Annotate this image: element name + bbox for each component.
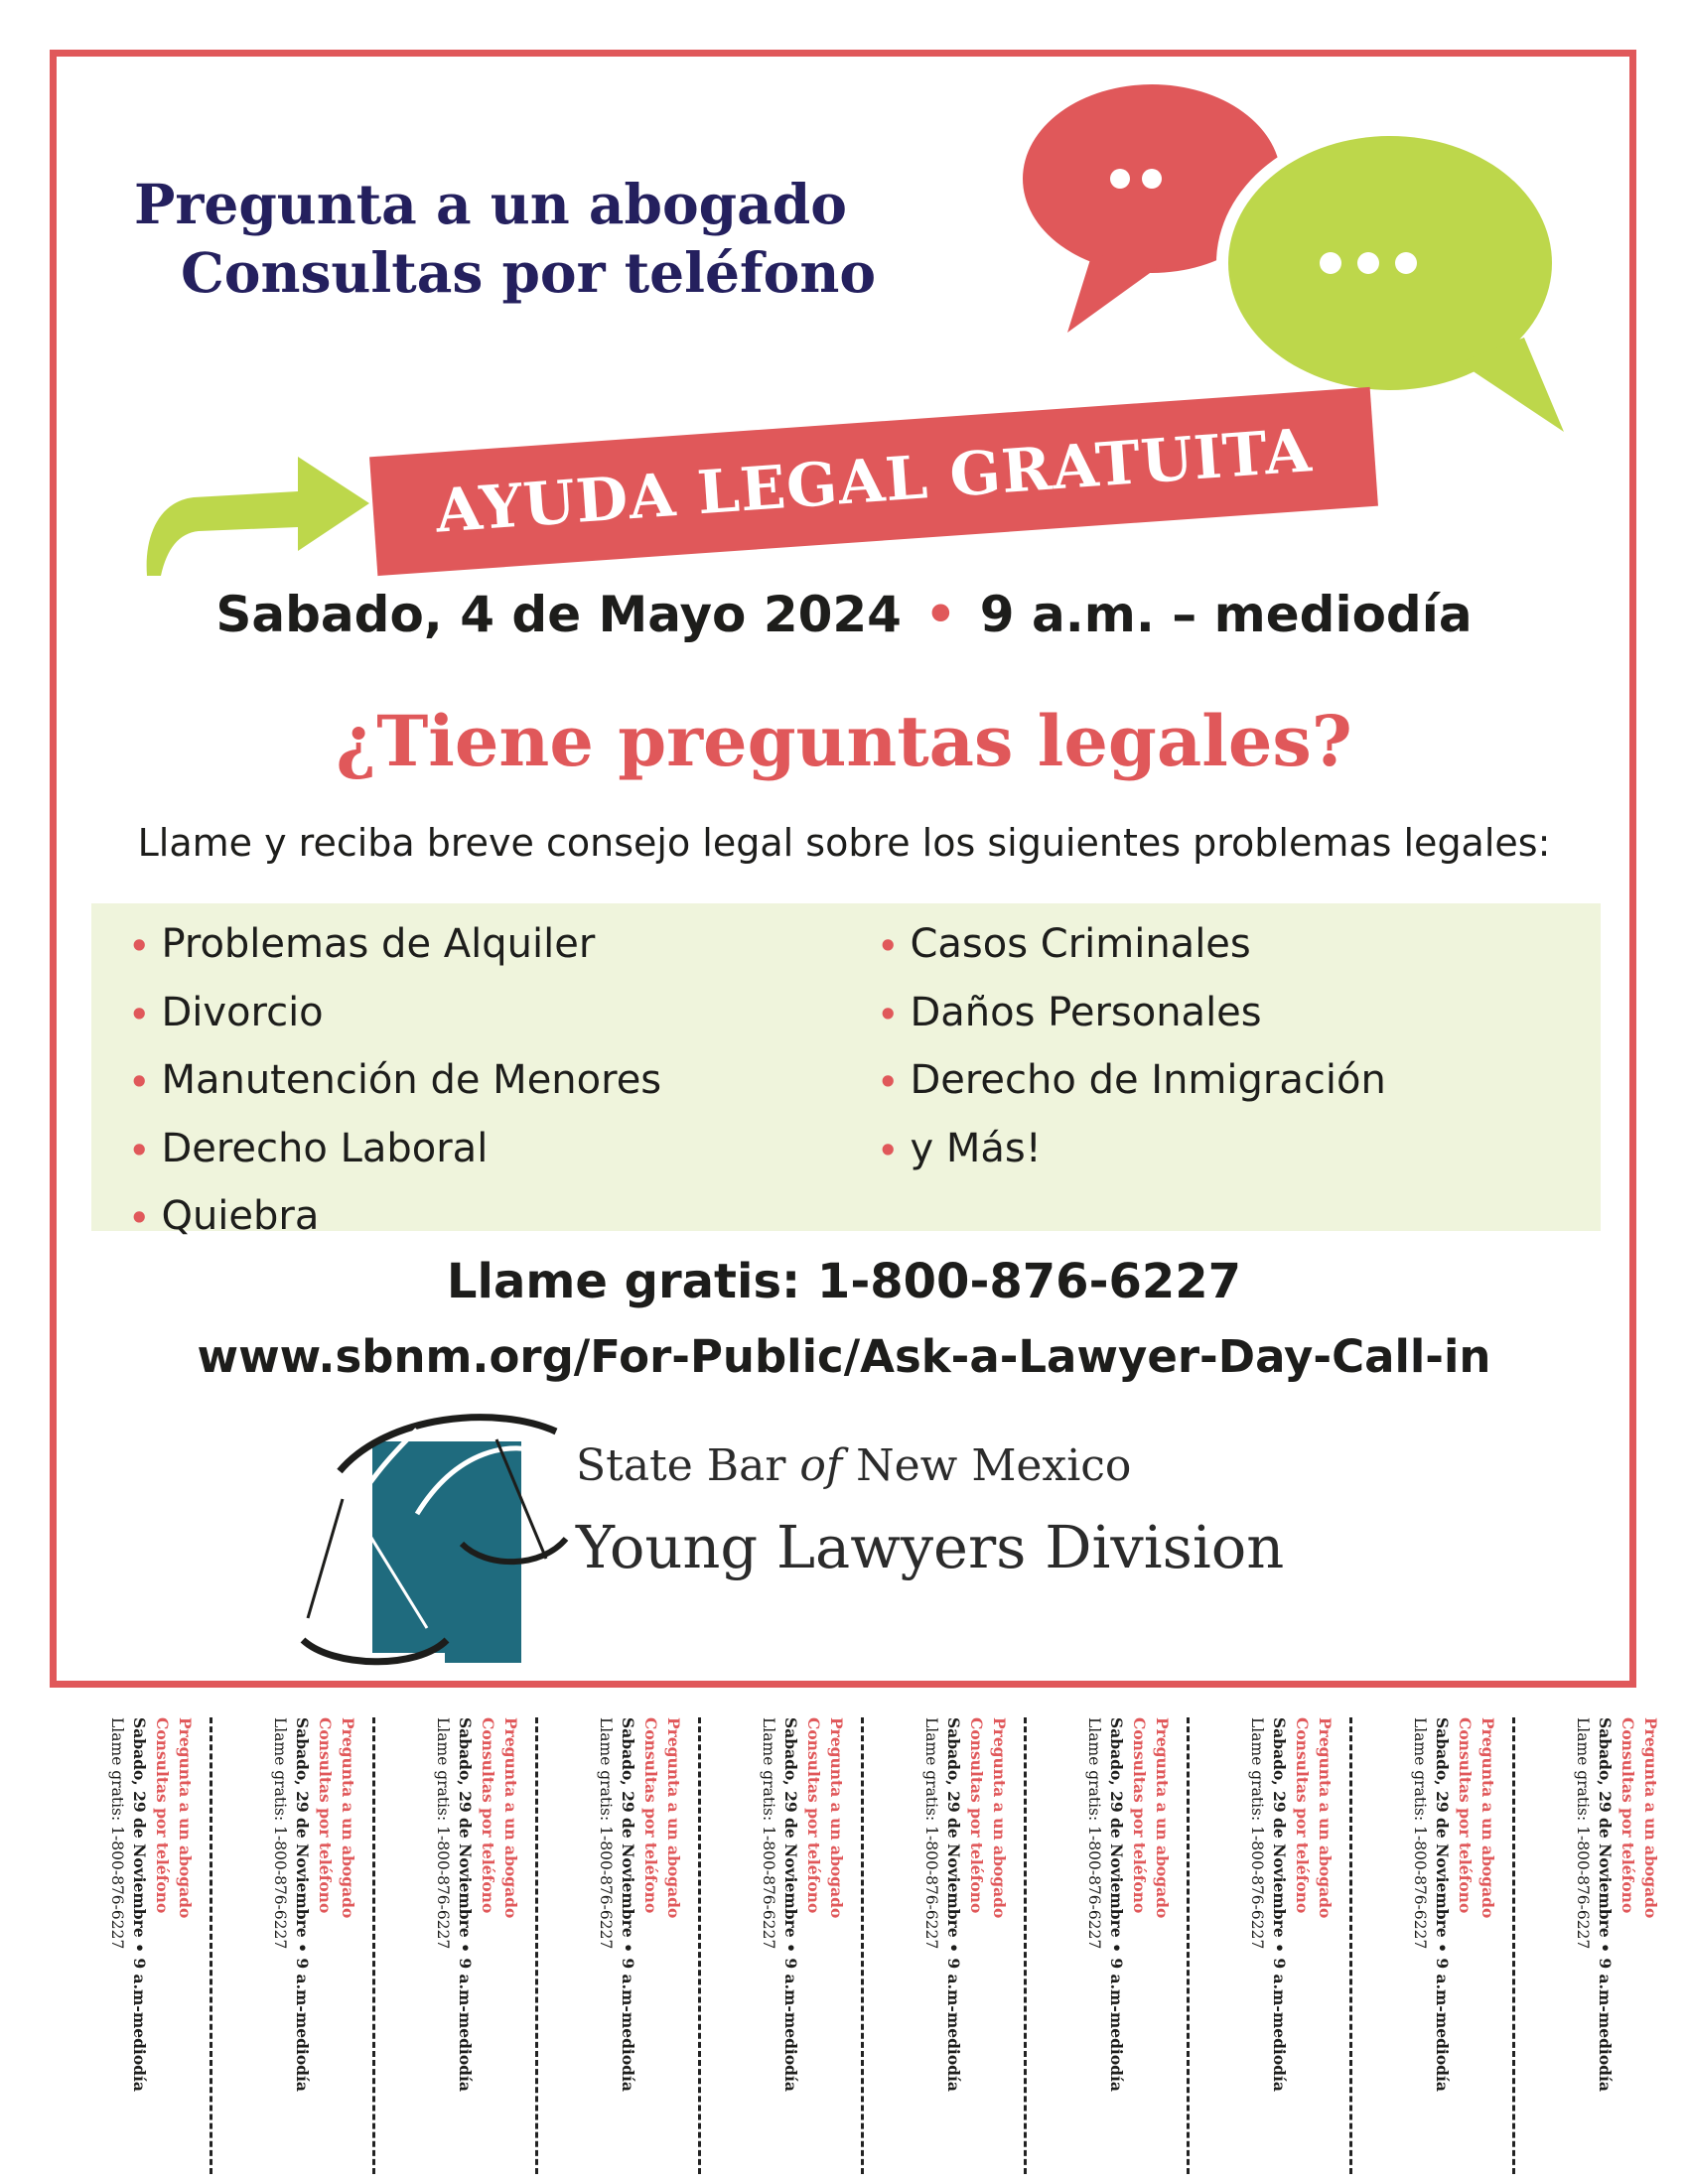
- tear-off-tab[interactable]: Pregunta a un abogado Consultas por teléfono Sabado, 29 de Noviembre • 9 a.m-mediodía Llame gratis: 1-800-876-6227: [50, 1707, 212, 2174]
- org-title: State Bar of New Mexico: [576, 1440, 1132, 1491]
- issues-list-left: [129, 911, 661, 1252]
- bullet-icon: •: [129, 995, 150, 1033]
- list-item: • Manutención de Menores: [129, 1057, 662, 1103]
- phone-number: Llame gratis: 1-800-876-6227: [446, 1254, 1242, 1309]
- bullet-icon: •: [129, 1063, 150, 1101]
- scales-logo-icon: [298, 1410, 596, 1678]
- issues-list-right: [878, 911, 1386, 1183]
- list-item: • y Más!: [878, 1125, 1042, 1171]
- website-link[interactable]: www.sbnm.org/For-Public/Ask-a-Lawyer-Day-Call-in: [197, 1330, 1491, 1383]
- page-title: [134, 171, 876, 308]
- tear-off-tab[interactable]: Pregunta a un abogado Consultas por teléfono Sabado, 29 de Noviembre • 9 a.m-mediodía Llame gratis: 1-800-876-6227: [864, 1707, 1027, 2174]
- list-item: • Quiebra: [129, 1193, 320, 1239]
- tear-off-tab[interactable]: Pregunta a un abogado Consultas por teléfono Sabado, 29 de Noviembre • 9 a.m-mediodía Llame gratis: 1-800-876-6227: [1352, 1707, 1515, 2174]
- legal-questions-heading: ¿Tiene preguntas legales?: [336, 700, 1352, 782]
- tear-off-strip: [50, 1707, 1660, 2174]
- title-line-2: Consultas por teléfono: [181, 239, 877, 305]
- list-item: • Derecho Laboral: [129, 1125, 489, 1171]
- bullet-icon: •: [129, 927, 150, 965]
- title-line-1: Pregunta a un abogado: [134, 172, 847, 236]
- organization-name: [576, 1440, 1285, 1581]
- event-time: 9 a.m. – mediodía: [979, 586, 1473, 643]
- list-item: • Problemas de Alquiler: [129, 921, 596, 967]
- banner-label: AYUDA LEGAL GRATUITA: [433, 416, 1315, 547]
- division-name: Young Lawyers Division: [576, 1513, 1285, 1581]
- bullet-icon: •: [878, 1131, 899, 1169]
- tear-off-tab[interactable]: Pregunta a un abogado Consultas por teléfono Sabado, 29 de Noviembre • 9 a.m-mediodía Llame gratis: 1-800-876-6227: [1190, 1707, 1352, 2174]
- arrow-icon: [139, 432, 377, 581]
- bullet-icon: •: [878, 927, 899, 965]
- list-item: • Casos Criminales: [878, 921, 1251, 967]
- bullet-separator: •: [924, 586, 957, 643]
- tear-off-tab[interactable]: Pregunta a un abogado Consultas por teléfono Sabado, 29 de Noviembre • 9 a.m-mediodía Llame gratis: 1-800-876-6227: [701, 1707, 864, 2174]
- tear-off-tab[interactable]: Pregunta a un abogado Consultas por teléfono Sabado, 29 de Noviembre • 9 a.m-mediodía Llame gratis: 1-800-876-6227: [1574, 1717, 1660, 2092]
- tear-off-tab[interactable]: Pregunta a un abogado Consultas por teléfono Sabado, 29 de Noviembre • 9 a.m-mediodía Llame gratis: 1-800-876-6227: [1027, 1707, 1190, 2174]
- bullet-icon: •: [129, 1199, 150, 1237]
- list-item: • Daños Personales: [878, 989, 1262, 1035]
- intro-text: Llame y reciba breve consejo legal sobre los siguientes problemas legales:: [137, 821, 1551, 865]
- bullet-icon: •: [129, 1131, 150, 1169]
- event-date: Sabado, 4 de Mayo 2024: [215, 586, 902, 643]
- tear-off-tab[interactable]: Pregunta a un abogado Consultas por teléfono Sabado, 29 de Noviembre • 9 a.m-mediodía Llame gratis: 1-800-876-6227: [212, 1707, 375, 2174]
- legal-issues-box: [91, 903, 1601, 1239]
- tear-off-tab[interactable]: Pregunta a un abogado Consultas por teléfono Sabado, 29 de Noviembre • 9 a.m-mediodía Llame gratis: 1-800-876-6227: [375, 1707, 538, 2174]
- bullet-icon: •: [878, 1063, 899, 1101]
- bullet-icon: •: [878, 995, 899, 1033]
- tear-off-tab[interactable]: Pregunta a un abogado Consultas por teléfono Sabado, 29 de Noviembre • 9 a.m-mediodía Llame gratis: 1-800-876-6227: [538, 1707, 701, 2174]
- list-item: • Derecho de Inmigración: [878, 1057, 1386, 1103]
- event-date-line: [0, 586, 1688, 643]
- list-item: • Divorcio: [129, 989, 324, 1035]
